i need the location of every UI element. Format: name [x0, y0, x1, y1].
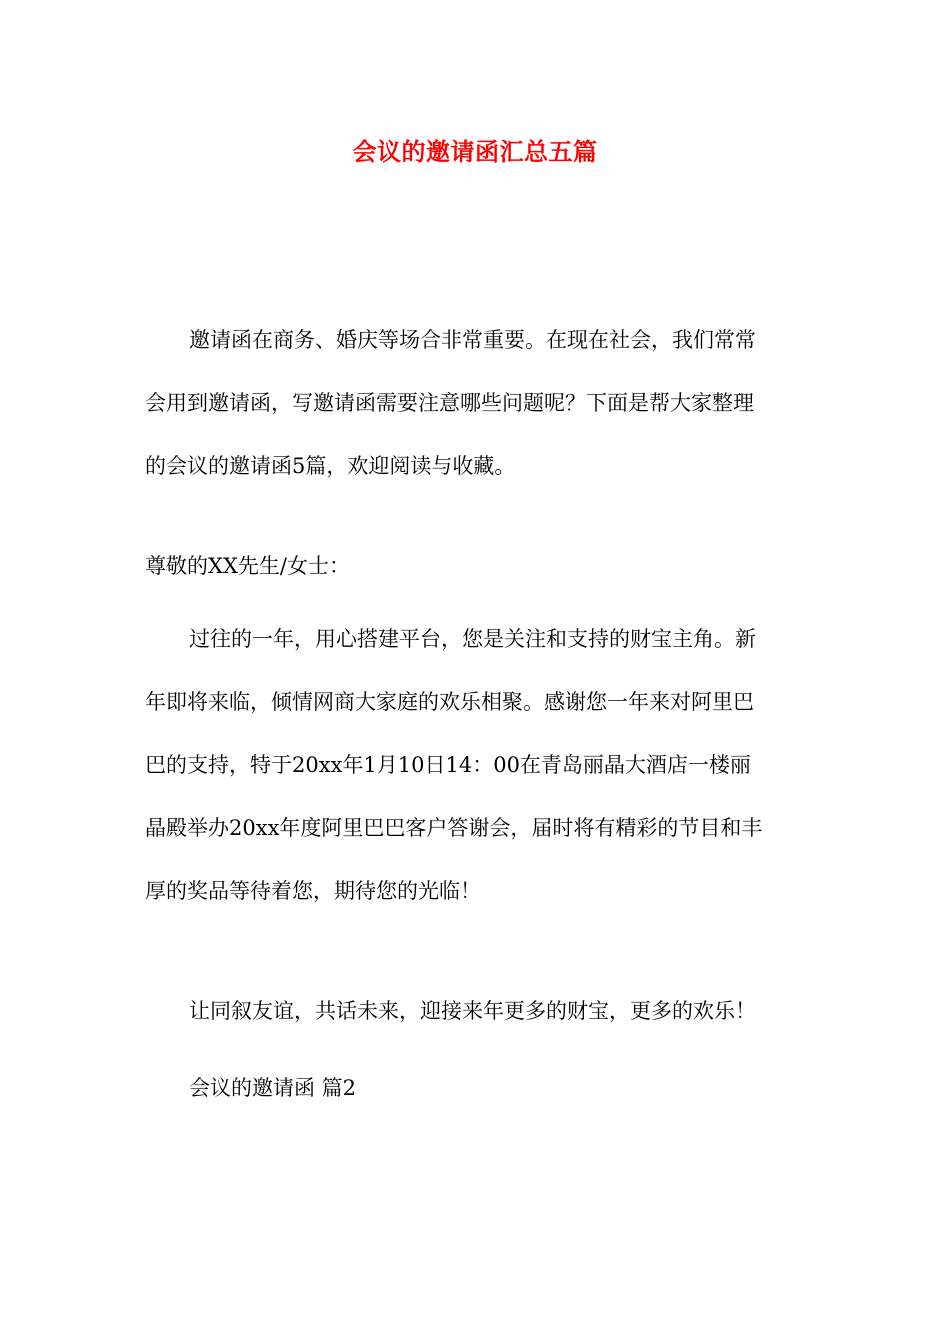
closing-paragraph — [145, 980, 810, 1043]
paragraph-line: 邀请函在商务、婚庆等场合非常重要。在现在社会，我们常常 — [189, 328, 756, 352]
paragraph-line: 过往的一年，用心搭建平台，您是关注和支持的财宝主角。新 — [189, 627, 756, 651]
paragraph-line: 厚的奖品等待着您，期待您的光临！ — [145, 879, 481, 903]
section-heading — [145, 1057, 810, 1120]
paragraph-line: 的会议的邀请函5篇，欢迎阅读与收藏。 — [145, 454, 516, 478]
paragraph-line: 会用到邀请函，写邀请函需要注意哪些问题呢？下面是帮大家整理 — [145, 391, 754, 415]
salutation — [145, 535, 810, 598]
paragraph-line: 尊敬的XX先生/女士： — [145, 554, 350, 578]
document-title: 会议的邀请函汇总五篇 — [352, 137, 598, 166]
paragraph-line: 会议的邀请函 篇2 — [189, 1076, 357, 1100]
intro-paragraph — [145, 309, 810, 498]
paragraph-line: 年即将来临，倾情网商大家庭的欢乐相聚。感谢您一年来对阿里巴 — [145, 690, 754, 714]
paragraph-line: 让同叙友谊，共话未来，迎接来年更多的财宝，更多的欢乐！ — [189, 999, 756, 1023]
paragraph-line: 晶殿举办20xx年度阿里巴巴客户答谢会，届时将有精彩的节目和丰 — [145, 816, 763, 840]
paragraph-line: 巴的支持，特于20xx年1月10日14：00在青岛丽晶大酒店一楼丽 — [145, 753, 751, 777]
invitation-body-paragraph — [145, 608, 810, 923]
